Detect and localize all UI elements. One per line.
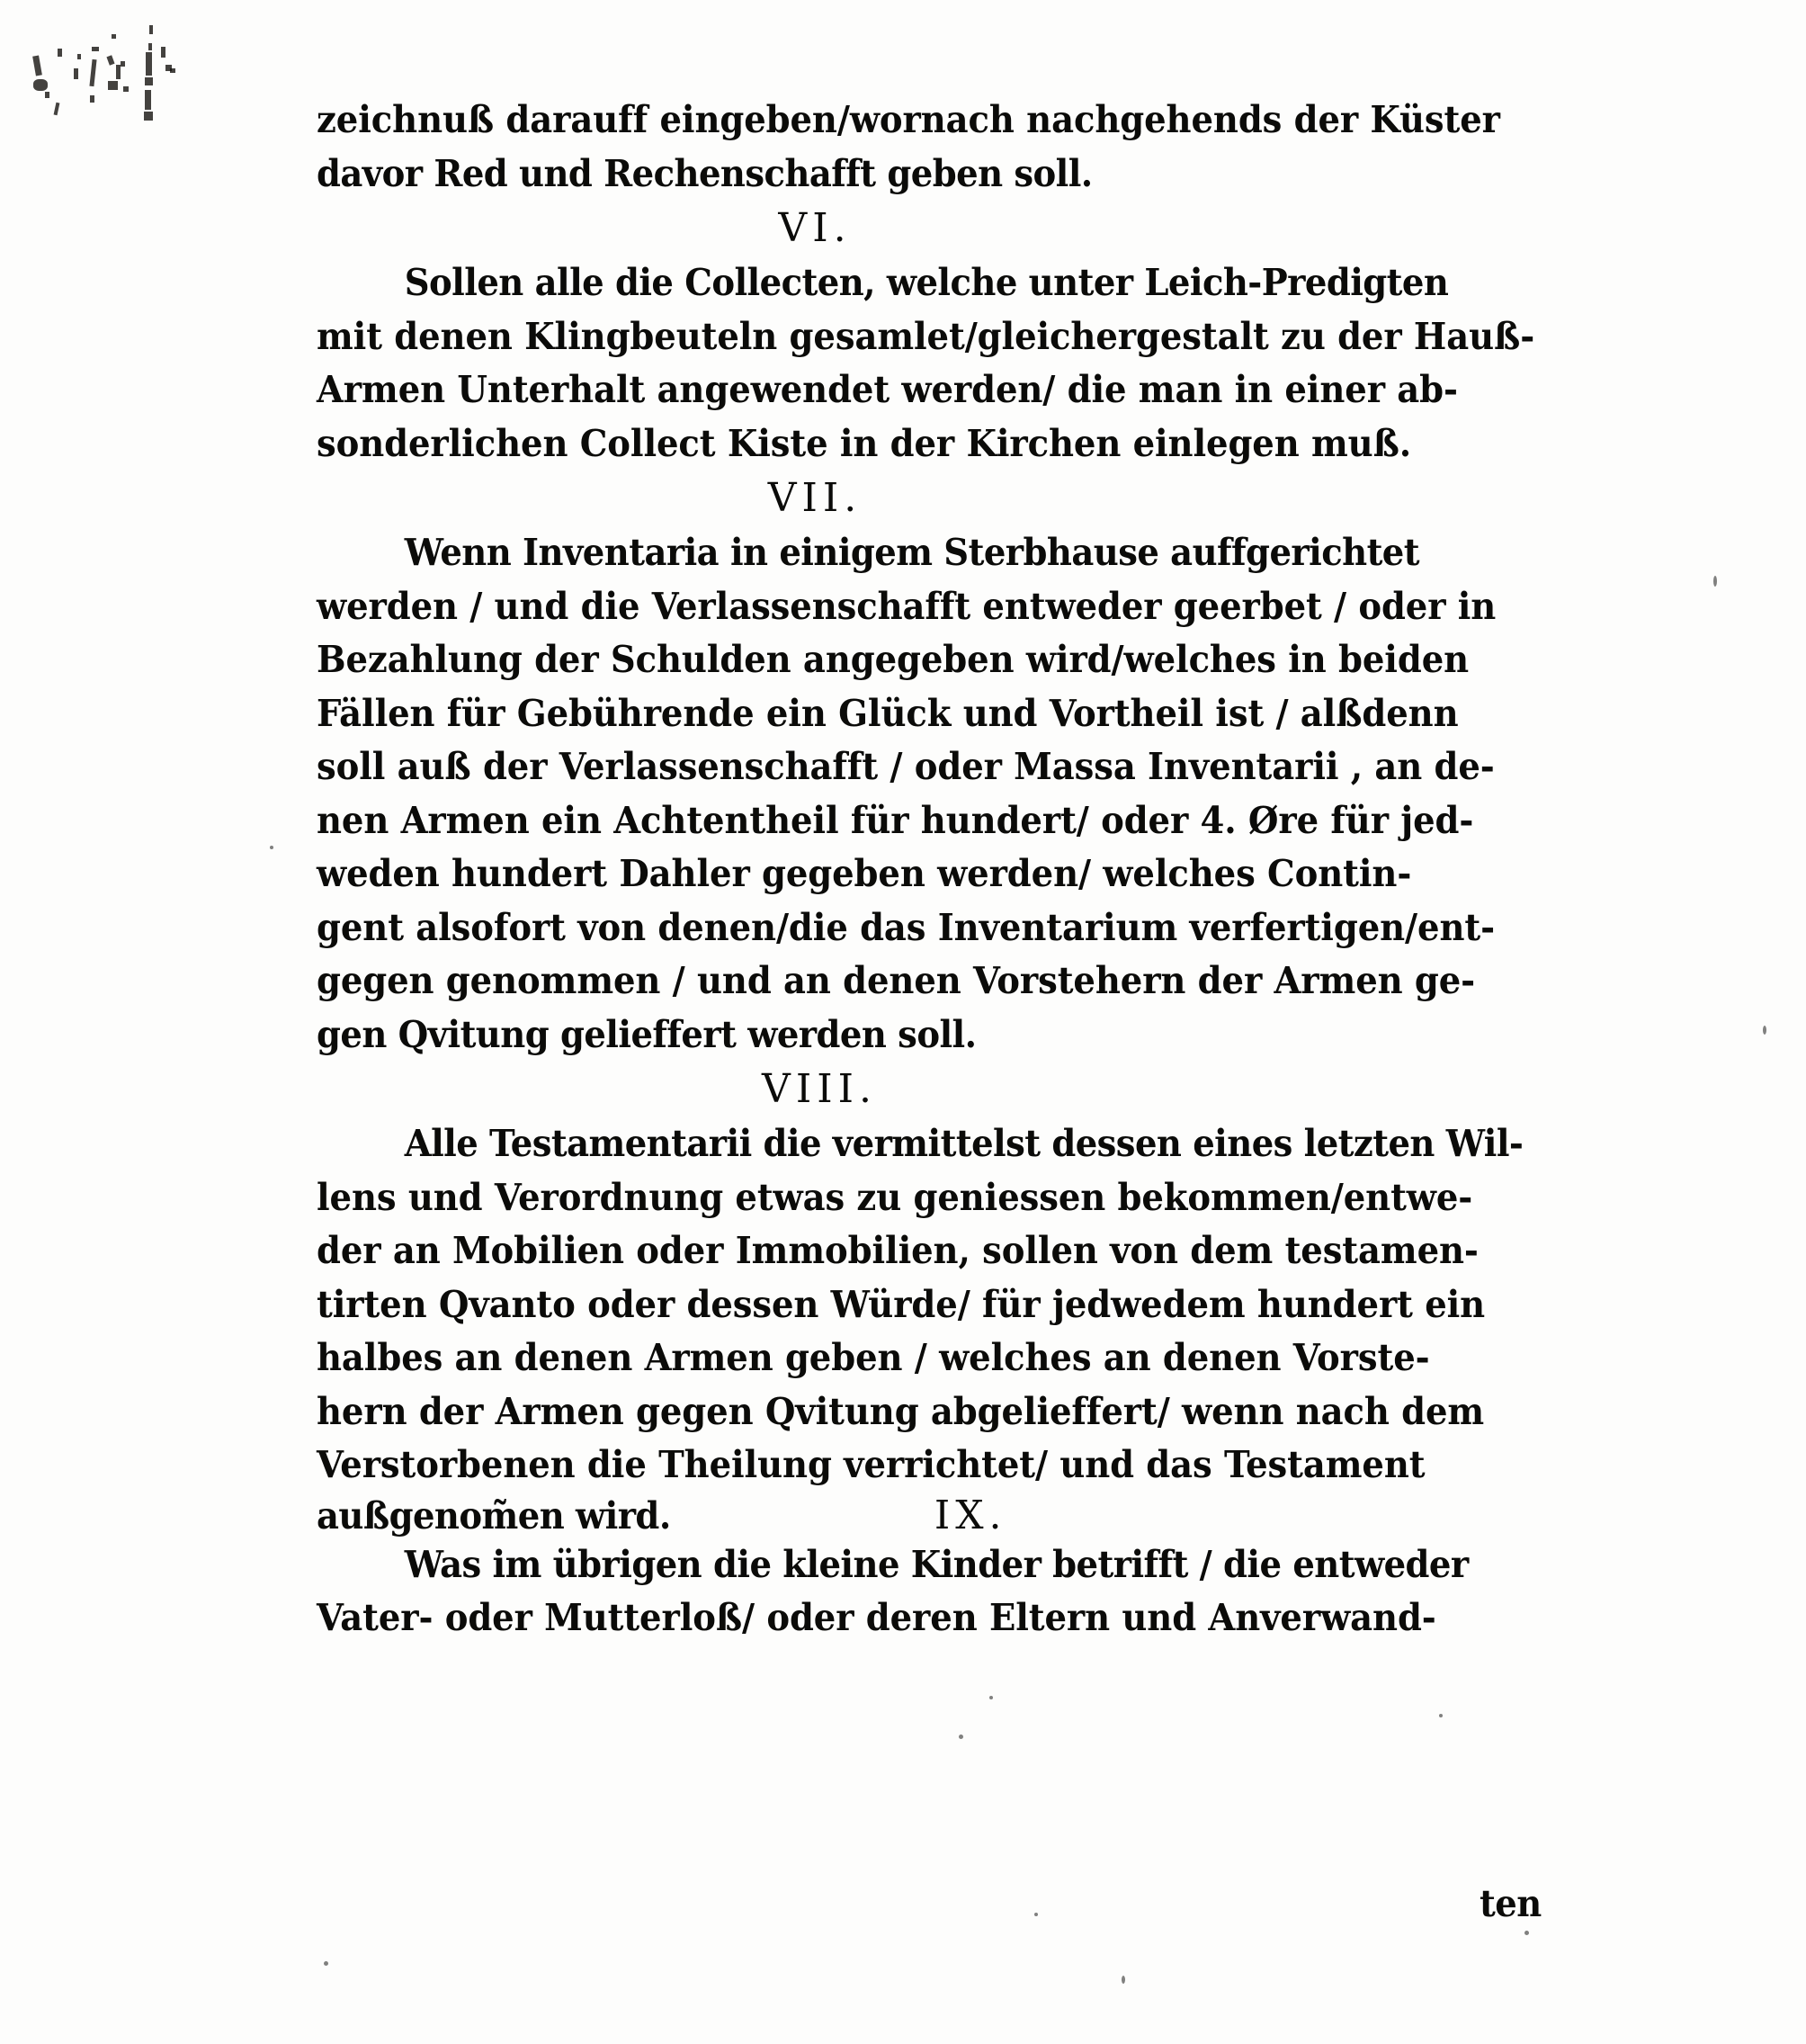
body-line: Armen Unterhalt angewendet werden/ die man in einer ab- [317, 368, 1458, 411]
body-line: werden / und die Verlassenschafft entweder geerbet / oder in [317, 584, 1497, 628]
scan-speckle [1439, 1714, 1443, 1717]
body-line: Verstorbenen die Theilung verrichtet/ und das Testament [317, 1443, 1426, 1486]
body-line: Vater- oder Mutterloß/ oder deren Eltern und Anverwand- [317, 1596, 1436, 1639]
body-line: Fällen für Gebührende ein Glück und Vortheil ist / alßdenn [317, 691, 1459, 735]
body-line-with-inline-heading [317, 1493, 1583, 1538]
body-line: sonderlichen Collect Kiste in der Kirchen einlegen muß. [317, 421, 1412, 465]
body-line: nen Armen ein Achtentheil für hundert/ oder 4. Øre für jed- [317, 798, 1474, 842]
body-line: der an Mobilien oder Immobilien, sollen von dem testamen- [317, 1229, 1479, 1272]
section-heading-vii: VII. [767, 475, 863, 521]
body-text-block [317, 94, 1583, 1645]
scan-speckle [324, 1961, 328, 1966]
body-line: hern der Armen gegen Qvitung abgelieffert/ wenn nach dem [317, 1389, 1485, 1433]
body-line: tirten Qvanto oder dessen Würde/ für jedwedem hundert ein [317, 1282, 1486, 1326]
body-line: Bezahlung der Schulden angegeben wird/welches in beiden [317, 638, 1470, 681]
scan-speckle [270, 846, 273, 849]
body-line: Alle Testamentarii die vermittelst dessen eines letzten Wil- [404, 1122, 1524, 1165]
section-heading-vi: VI. [778, 205, 852, 251]
scan-speckle [1713, 576, 1717, 587]
body-line: zeichnuß darauff eingeben/wornach nachgehends der Küster [317, 98, 1500, 141]
body-line: halbes an denen Armen geben / welches an denen Vorste- [317, 1336, 1430, 1379]
scan-speckle [1763, 1026, 1766, 1035]
body-line: gent alsofort von denen/die das Inventarium verfertigen/ent- [317, 905, 1495, 949]
catchword: ten [1480, 1882, 1542, 1925]
body-line: gegen genommen / und an denen Vorstehern der Armen ge- [317, 959, 1476, 1002]
body-line: davor Red und Rechenschafft geben soll. [317, 151, 1093, 195]
scan-speckle [1122, 1976, 1125, 1984]
section-heading-viii: VIII. [762, 1066, 877, 1112]
section-heading-ix: IX. [934, 1492, 1007, 1538]
body-line: soll auß der Verlassenschafft / oder Massa Inventarii , an de- [317, 745, 1495, 788]
scan-speckle [1524, 1931, 1529, 1935]
scan-artifact [25, 13, 232, 121]
body-line: Was im übrigen die kleine Kinder betrifft / die entweder [404, 1542, 1469, 1586]
scan-speckle [1034, 1913, 1038, 1916]
scan-speckle [959, 1735, 963, 1739]
body-line: weden hundert Dahler gegeben werden/ welches Contin- [317, 852, 1412, 895]
scan-speckle [989, 1696, 993, 1699]
body-line: gen Qvitung gelieffert werden soll. [317, 1012, 977, 1056]
body-line: lens und Verordnung etwas zu geniessen bekommen/entwe- [317, 1175, 1473, 1219]
body-line: außgenom̃en wird. [317, 1493, 671, 1537]
body-line: Wenn Inventaria in einigem Sterbhause auffgerichtet [404, 531, 1420, 574]
body-line: Sollen alle die Collecten, welche unter Leich-Predigten [404, 261, 1449, 304]
body-line: mit denen Klingbeuteln gesamlet/gleichergestalt zu der Hauß- [317, 314, 1535, 358]
